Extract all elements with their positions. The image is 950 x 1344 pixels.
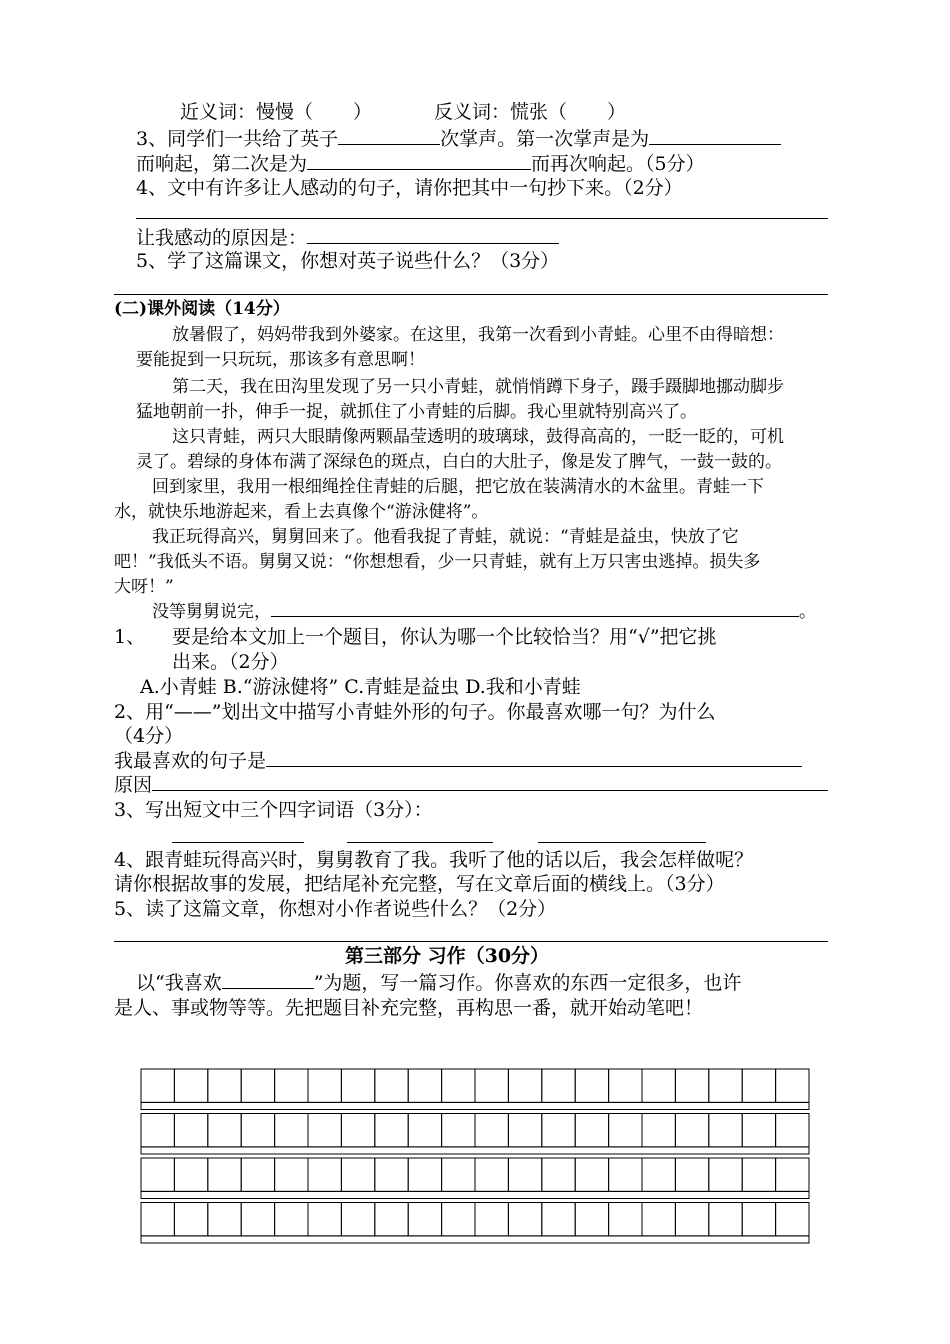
grid-cell[interactable] [308,1114,341,1147]
question-4: 4、文中有许多让人感动的句子，请你把其中一句抄下来。（2分） [136,177,683,199]
grid-cell[interactable] [208,1114,241,1147]
reading-q1: 要是给本文加上一个题目，你认为哪一个比较恰当？用“√”把它挑 [172,626,717,648]
grid-cell[interactable] [709,1203,742,1236]
passage-line: 猛地朝前一扑，伸手一捉，就抓住了小青蛙的后脚。我心里就特别高兴了。 [136,402,697,422]
answer-blank[interactable] [307,225,559,244]
answer-line[interactable] [172,842,304,843]
grid-cell[interactable] [174,1203,207,1236]
grid-cell[interactable] [742,1114,775,1147]
grid-cell[interactable] [776,1203,809,1236]
grid-cell[interactable] [442,1114,475,1147]
grid-cell[interactable] [776,1114,809,1147]
question-3-line2: 而响起，第二次是为 而再次响起。（5分） [136,153,705,175]
answer-line[interactable] [347,842,493,843]
composition-prompt-line2: 是人、事或物等等。先把题目补充完整，再构思一番，就开始动笔吧！ [114,997,704,1019]
grid-cell[interactable] [575,1069,608,1102]
grid-cell[interactable] [542,1114,575,1147]
grid-cell[interactable] [275,1069,308,1102]
grid-cell[interactable] [375,1203,408,1236]
grid-spacer-strip [141,1147,809,1154]
grid-cell[interactable] [141,1114,174,1147]
grid-cell[interactable] [442,1203,475,1236]
grid-cell[interactable] [375,1158,408,1191]
reading-q2: 2、用“——”划出文中描写小青蛙外形的句子。你最喜欢哪一句？为什么 [114,701,716,723]
grid-cell[interactable] [174,1069,207,1102]
grid-cell[interactable] [609,1158,642,1191]
grid-cell[interactable] [709,1114,742,1147]
grid-spacer-strip [141,1191,809,1198]
reading-q2-reason: 原因 [114,772,828,797]
writing-grid[interactable] [140,1068,812,1244]
grid-cell[interactable] [508,1158,541,1191]
grid-cell[interactable] [408,1158,441,1191]
grid-cell[interactable] [408,1069,441,1102]
grid-cell[interactable] [341,1069,374,1102]
grid-cell[interactable] [408,1114,441,1147]
grid-cell[interactable] [442,1158,475,1191]
grid-cell[interactable] [508,1114,541,1147]
answer-line[interactable] [136,218,828,219]
question-3: 3、同学们一共给了英子 次掌声。第一次掌声是为 [136,126,781,151]
question-4-reason: 让我感动的原因是： [136,225,559,250]
grid-cell[interactable] [675,1158,708,1191]
answer-blank[interactable] [307,151,531,170]
passage-line: 回到家里，我用一根细绳拴住青蛙的后腿，把它放在装满清水的木盆里。青蛙一下 [152,477,764,497]
answer-blank[interactable] [266,748,802,767]
antonym-synonym-line: 近义词：慢慢（ ） 反义词：慌张（ ） [180,101,627,123]
grid-cell[interactable] [275,1203,308,1236]
passage-line: 灵了。碧绿的身体布满了深绿色的斑点，白白的大肚子，像是发了脾气，一鼓一鼓的。 [136,452,782,472]
grid-cell[interactable] [508,1203,541,1236]
grid-cell[interactable] [475,1203,508,1236]
reading-q4: 4、跟青蛙玩得高兴时，舅舅教育了我。我听了他的话以后，我会怎样做呢？ [114,849,754,871]
grid-cell[interactable] [208,1158,241,1191]
grid-spacer-strip [141,1236,809,1243]
grid-cell[interactable] [609,1114,642,1147]
question-5: 5、学了这篇课文，你想对英子说些什么？（3分） [136,250,560,272]
answer-line[interactable] [538,842,706,843]
answer-blank[interactable] [338,126,440,145]
grid-cell[interactable] [174,1158,207,1191]
grid-cell[interactable] [575,1114,608,1147]
answer-line[interactable] [114,294,828,295]
reading-q1-number: 1、 [114,626,146,648]
grid-cell[interactable] [241,1203,274,1236]
passage-line: 我正玩得高兴，舅舅回来了。他看我捉了青蛙，就说：“青蛙是益虫，快放了它 [152,527,739,547]
grid-cell[interactable] [241,1069,274,1102]
grid-cell[interactable] [241,1158,274,1191]
grid-cell[interactable] [308,1069,341,1102]
section-heading-reading: (二)课外阅读（14分） [114,299,290,319]
grid-cell[interactable] [675,1203,708,1236]
grid-spacer-strip [141,1102,809,1109]
answer-blank[interactable] [649,126,781,145]
answer-blank[interactable] [271,602,799,617]
grid-cell[interactable] [742,1158,775,1191]
grid-cell[interactable] [675,1069,708,1102]
grid-cell[interactable] [275,1114,308,1147]
grid-cell[interactable] [375,1114,408,1147]
grid-cell[interactable] [542,1158,575,1191]
composition-prompt: 以“我喜欢 ”为题，写一篇习作。你喜欢的东西一定很多，也许 [136,972,742,994]
passage-line: 这只青蛙，两只大眼睛像两颗晶莹透明的玻璃球，鼓得高高的，一眨一眨的，可机 [172,427,784,447]
grid-cell[interactable] [341,1203,374,1236]
section-heading-composition: 第三部分 习作（30分） [345,945,550,967]
grid-cell[interactable] [709,1158,742,1191]
reading-q2-score: （4分） [114,725,184,747]
grid-row[interactable] [141,1069,809,1102]
grid-cell[interactable] [375,1069,408,1102]
passage-line: 放暑假了，妈妈带我到外婆家。在这里，我第一次看到小青蛙。心里不由得暗想： [172,325,784,345]
reading-q1-line2: 出来。（2分） [172,651,289,673]
grid-cell[interactable] [776,1069,809,1102]
passage-ending-line: 没等舅舅说完， 。 [152,602,816,622]
grid-cell[interactable] [609,1069,642,1102]
grid-cell[interactable] [174,1114,207,1147]
passage-line: 第二天，我在田沟里发现了另一只小青蛙，就悄悄蹲下身子，蹑手蹑脚地挪动脚步 [172,377,784,397]
grid-cell[interactable] [642,1069,675,1102]
grid-cell[interactable] [742,1069,775,1102]
grid-cell[interactable] [141,1158,174,1191]
grid-cell[interactable] [542,1069,575,1102]
grid-cell[interactable] [508,1069,541,1102]
synonym-label: 近义词：慢慢（ [180,101,314,123]
reading-q1-options[interactable]: A.小青蛙 B.“游泳健将” C.青蛙是益虫 D.我和小青蛙 [140,676,581,698]
grid-cell[interactable] [575,1158,608,1191]
grid-cell[interactable] [475,1158,508,1191]
grid-cell[interactable] [408,1203,441,1236]
reading-q5: 5、读了这篇文章，你想对小作者说些什么？（2分） [114,898,557,920]
grid-cell[interactable] [776,1158,809,1191]
grid-cell[interactable] [475,1114,508,1147]
passage-line: 水，就快乐地游起来，看上去真像个“游泳健将”。 [114,502,489,522]
grid-cell[interactable] [208,1203,241,1236]
grid-cell[interactable] [442,1069,475,1102]
grid-cell[interactable] [341,1114,374,1147]
reading-q3: 3、写出短文中三个四字词语（3分）： [114,799,433,821]
grid-cell[interactable] [141,1203,174,1236]
grid-cell[interactable] [308,1203,341,1236]
grid-cell[interactable] [542,1203,575,1236]
grid-cell[interactable] [275,1158,308,1191]
grid-row[interactable] [141,1114,809,1147]
title-blank[interactable] [222,970,314,989]
grid-cell[interactable] [341,1158,374,1191]
answer-blank[interactable] [152,772,828,791]
grid-cell[interactable] [241,1114,274,1147]
grid-row[interactable] [141,1158,809,1191]
antonym-label: 反义词：慌张（ [434,101,568,123]
answer-line[interactable] [114,941,828,942]
grid-cell[interactable] [709,1069,742,1102]
grid-cell[interactable] [675,1114,708,1147]
grid-row[interactable] [141,1203,809,1236]
reading-q4-line2: 请你根据故事的发展，把结尾补充完整，写在文章后面的横线上。（3分） [114,873,725,895]
grid-cell[interactable] [208,1069,241,1102]
grid-cell[interactable] [475,1069,508,1102]
passage-line: 吧！”我低头不语。舅舅又说：“你想想看，少一只青蛙，就有上万只害虫逃掉。损失多 [114,552,761,572]
grid-cell[interactable] [642,1203,675,1236]
grid-cell[interactable] [742,1203,775,1236]
passage-line: 大呀！” [114,577,174,597]
grid-cell[interactable] [141,1069,174,1102]
grid-cell[interactable] [642,1158,675,1191]
grid-cell[interactable] [308,1158,341,1191]
grid-cell[interactable] [609,1203,642,1236]
reading-q2-favorite: 我最喜欢的句子是 [114,748,802,773]
grid-cell[interactable] [575,1203,608,1236]
passage-line: 要能捉到一只玩玩，那该多有意思啊！ [136,350,425,370]
grid-cell[interactable] [642,1114,675,1147]
